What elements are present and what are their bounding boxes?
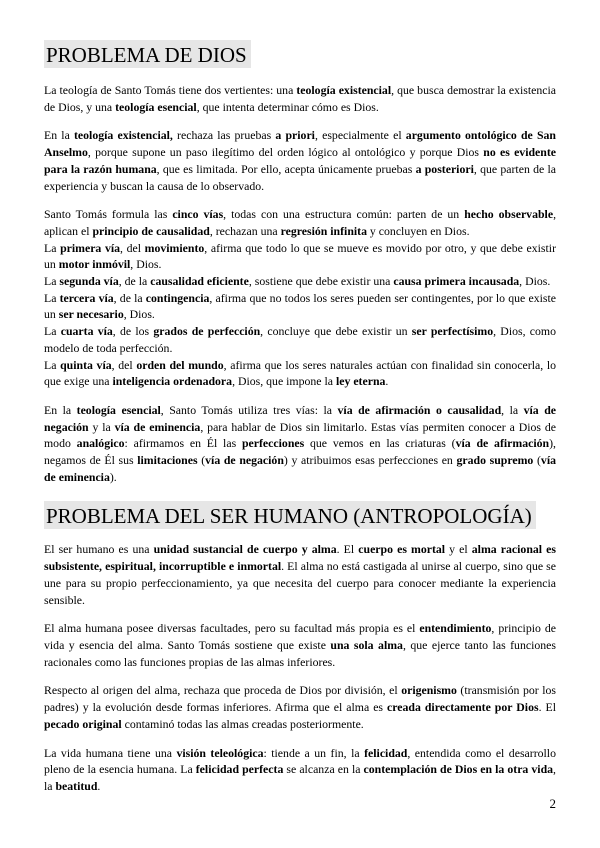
bold-term: teología existencial (296, 83, 392, 97)
text-run: se alcanza en la (283, 762, 364, 777)
text-run: , rechazan una (209, 223, 281, 238)
bold-term: vía de eminencia (44, 453, 556, 484)
text-run: : afirmamos en Él las (124, 436, 242, 451)
bold-term: creada directamente por Dios (387, 700, 539, 715)
text-run: La (44, 357, 61, 372)
bold-term: vía de negación (205, 453, 284, 468)
bold-term: vía de afirmación o causalidad (337, 402, 502, 417)
paragraph-teologia-esencial (44, 402, 556, 486)
paragraph (44, 682, 556, 732)
bold-term: motor inmóvil (58, 257, 131, 272)
bold-term: movimiento (144, 240, 205, 255)
text-run: . El (538, 700, 556, 715)
bold-term: segunda vía (59, 274, 119, 289)
bold-term: felicidad (364, 745, 408, 760)
bold-term: tercera vía (59, 290, 114, 305)
bold-term: perfecciones (241, 436, 305, 451)
text-run: En la (44, 128, 74, 143)
paragraph-via-2 (44, 273, 556, 290)
bold-term: limitaciones (137, 453, 198, 468)
bold-term: quinta vía (60, 357, 112, 372)
text-run: contaminó todas las almas creadas posteriormente. (121, 716, 364, 731)
text-run: , concluye que debe existir un (260, 324, 412, 339)
text-run: (transmisión por los padres) y la evolución desde formas inferiores. Afirma que el alma es (44, 683, 556, 715)
text-run: . (97, 778, 101, 793)
bold-term: analógico (76, 436, 125, 451)
text-run: , principio de vida y esencia del alma. Santo Tomás sostiene que existe (44, 621, 556, 652)
bold-term: argumento ontológico de San Anselmo (44, 128, 556, 160)
bold-term: beatitud (55, 778, 98, 793)
text-run: rechaza las pruebas (172, 128, 276, 143)
bold-term: origenismo (401, 683, 457, 698)
text-run: ). (109, 469, 117, 484)
bold-term: a posteriori (415, 161, 474, 176)
bold-term: pecado original (44, 716, 122, 731)
bold-term: hecho observable (464, 207, 554, 222)
page-number: 2 (549, 796, 556, 811)
text-run: La teología de Santo Tomás tiene dos vertientes: una (44, 83, 297, 97)
paragraph-via-5 (44, 357, 556, 390)
text-run: , de la (113, 290, 146, 305)
text-run: , especialmente el (314, 128, 406, 143)
text-run: , Dios, como modelo de toda perfección. (44, 324, 556, 355)
bold-term: cuerpo es mortal (358, 542, 446, 557)
document-page (44, 40, 556, 807)
text-run: , Dios. (123, 307, 155, 322)
text-run: ), negamos de Él sus (44, 436, 556, 468)
text-run: ) y atribuimos esas perfecciones en (283, 453, 457, 468)
text-run: , afirma que todo lo que se mueve es movido por otro, y que debe existir un (44, 240, 556, 272)
bold-term: visión teleológica (176, 745, 264, 760)
paragraph (44, 541, 556, 608)
text-run: que vemos en las criaturas ( (304, 436, 456, 451)
text-run: , para hablar de Dios sin limitarlo. Estas vías permiten conocer a Dios de modo (44, 419, 556, 451)
bold-term: ley eterna (335, 374, 386, 389)
bold-term: grado supremo (456, 453, 534, 468)
bold-term: principio de causalidad (92, 223, 210, 238)
text-run: , que busca demostrar la existencia de Dios, y una (44, 83, 557, 114)
text-run: , todas con una estructura común: parten de un (223, 207, 465, 222)
bold-term: alma racional es subsistente, espiritual, incorruptible e inmortal (44, 542, 556, 574)
paragraph (44, 82, 556, 115)
bold-term: no es evidente para la razón humana (44, 145, 557, 176)
section-heading-ser-humano: PROBLEMA DEL SER HUMANO (ANTROPOLOGÍA) (44, 501, 536, 529)
text-run: . El (336, 542, 359, 557)
text-run: y la (88, 419, 115, 434)
text-run: , afirma que no todos los seres pueden ser contingentes, por lo que existe un (44, 290, 556, 322)
bold-term: unidad sustancial de cuerpo y alma (153, 542, 337, 557)
bold-term: inteligencia ordenadora (112, 374, 233, 389)
paragraph (44, 620, 556, 670)
bold-term: contemplación de Dios en la otra vida (363, 762, 554, 777)
bold-term: vía de negación (44, 402, 556, 434)
text-run: , afirma que los seres naturales actúan con finalidad sin conocerla, lo que exige una (44, 357, 557, 389)
text-run: , que parten de la experiencia y buscan la causa de lo observado. (44, 161, 556, 193)
text-run: : tiende a un fin, la (263, 745, 365, 760)
paragraph-via-3 (44, 290, 556, 323)
bold-term: contingencia (145, 290, 210, 305)
text-run: y el (445, 542, 472, 557)
bold-term: primera vía (60, 240, 121, 255)
paragraph-via-4 (44, 323, 556, 356)
bold-term: teología esencial (115, 99, 197, 114)
text-run: y concluyen en Dios. (366, 223, 470, 238)
bold-term: vía de afirmación (455, 436, 550, 451)
bold-term: a priori (275, 128, 315, 143)
text-run: , que ejerce tanto las funciones racionales como las funciones propias de las almas inferiores. (44, 637, 556, 669)
bold-term: cinco vías (172, 207, 224, 222)
text-run: , que intenta determinar cómo es Dios. (196, 99, 379, 114)
text-run: , la (44, 762, 556, 793)
text-run: ( (197, 453, 206, 468)
text-run: El ser humano es una (44, 542, 154, 557)
paragraph (44, 745, 556, 795)
text-run: , sostiene que debe existir una (248, 274, 394, 289)
bold-term: orden del mundo (136, 357, 224, 372)
text-run: , del (111, 357, 137, 372)
paragraph (44, 127, 556, 194)
bold-term: entendimiento (419, 621, 492, 636)
text-run: . El alma no está castigada al unirse al cuerpo, sino que se une para su propio perfeccionamiento, ya que necesita del cuerpo para conocer mediante la experiencia sensible. (44, 559, 556, 607)
bold-term: teología existencial, (73, 128, 173, 143)
text-run: , entendida como el desarrollo pleno de la esencia humana. La (44, 745, 556, 777)
paragraph-vias-intro (44, 206, 556, 239)
text-run: La (44, 240, 61, 255)
text-run: , del (120, 240, 145, 255)
bold-term: teología esencial (76, 402, 161, 417)
text-run: . (385, 374, 389, 389)
text-run: , Dios. (519, 274, 551, 289)
bold-term: causalidad eficiente (150, 274, 249, 289)
text-run: , Dios. (130, 257, 162, 272)
text-run: , Dios, que impone la (232, 374, 336, 389)
text-run: , Santo Tomás utiliza tres vías: la (160, 402, 338, 417)
bold-term: felicidad perfecta (195, 762, 284, 777)
bold-term: regresión infinita (280, 223, 367, 238)
text-run: , la (501, 402, 524, 417)
bold-term: ser perfectísimo (411, 324, 494, 339)
text-run: La vida humana tiene una (44, 745, 177, 760)
text-run: La (44, 290, 60, 305)
bold-term: ser necesario (58, 307, 124, 322)
text-run: , que es limitada. Por ello, acepta únicamente pruebas (156, 161, 416, 176)
text-run: Santo Tomás formula las (44, 207, 173, 222)
bold-term: causa primera incausada (393, 274, 520, 289)
bold-term: vía de eminencia (114, 419, 201, 434)
section-heading-problema-de-dios: PROBLEMA DE DIOS (44, 40, 251, 68)
text-run: , porque supone un paso ilegítimo del orden lógico al ontológico y porque Dios (87, 145, 484, 160)
text-run: , de los (112, 324, 154, 339)
text-run: La (44, 324, 61, 339)
text-run: ( (533, 453, 541, 468)
text-run: La (44, 274, 60, 289)
text-run: , aplican el (44, 207, 557, 238)
paragraph-via-1 (44, 240, 556, 273)
text-run: El alma humana posee diversas facultades, pero su facultad más propia es el (44, 621, 420, 636)
text-run: En la (44, 402, 77, 417)
bold-term: una sola alma (330, 637, 403, 652)
text-run: , de la (118, 274, 151, 289)
bold-term: grados de perfección (153, 324, 261, 339)
text-run: Respecto al origen del alma, rechaza que proceda de Dios por división, el (44, 683, 402, 698)
bold-term: cuarta vía (60, 324, 113, 339)
